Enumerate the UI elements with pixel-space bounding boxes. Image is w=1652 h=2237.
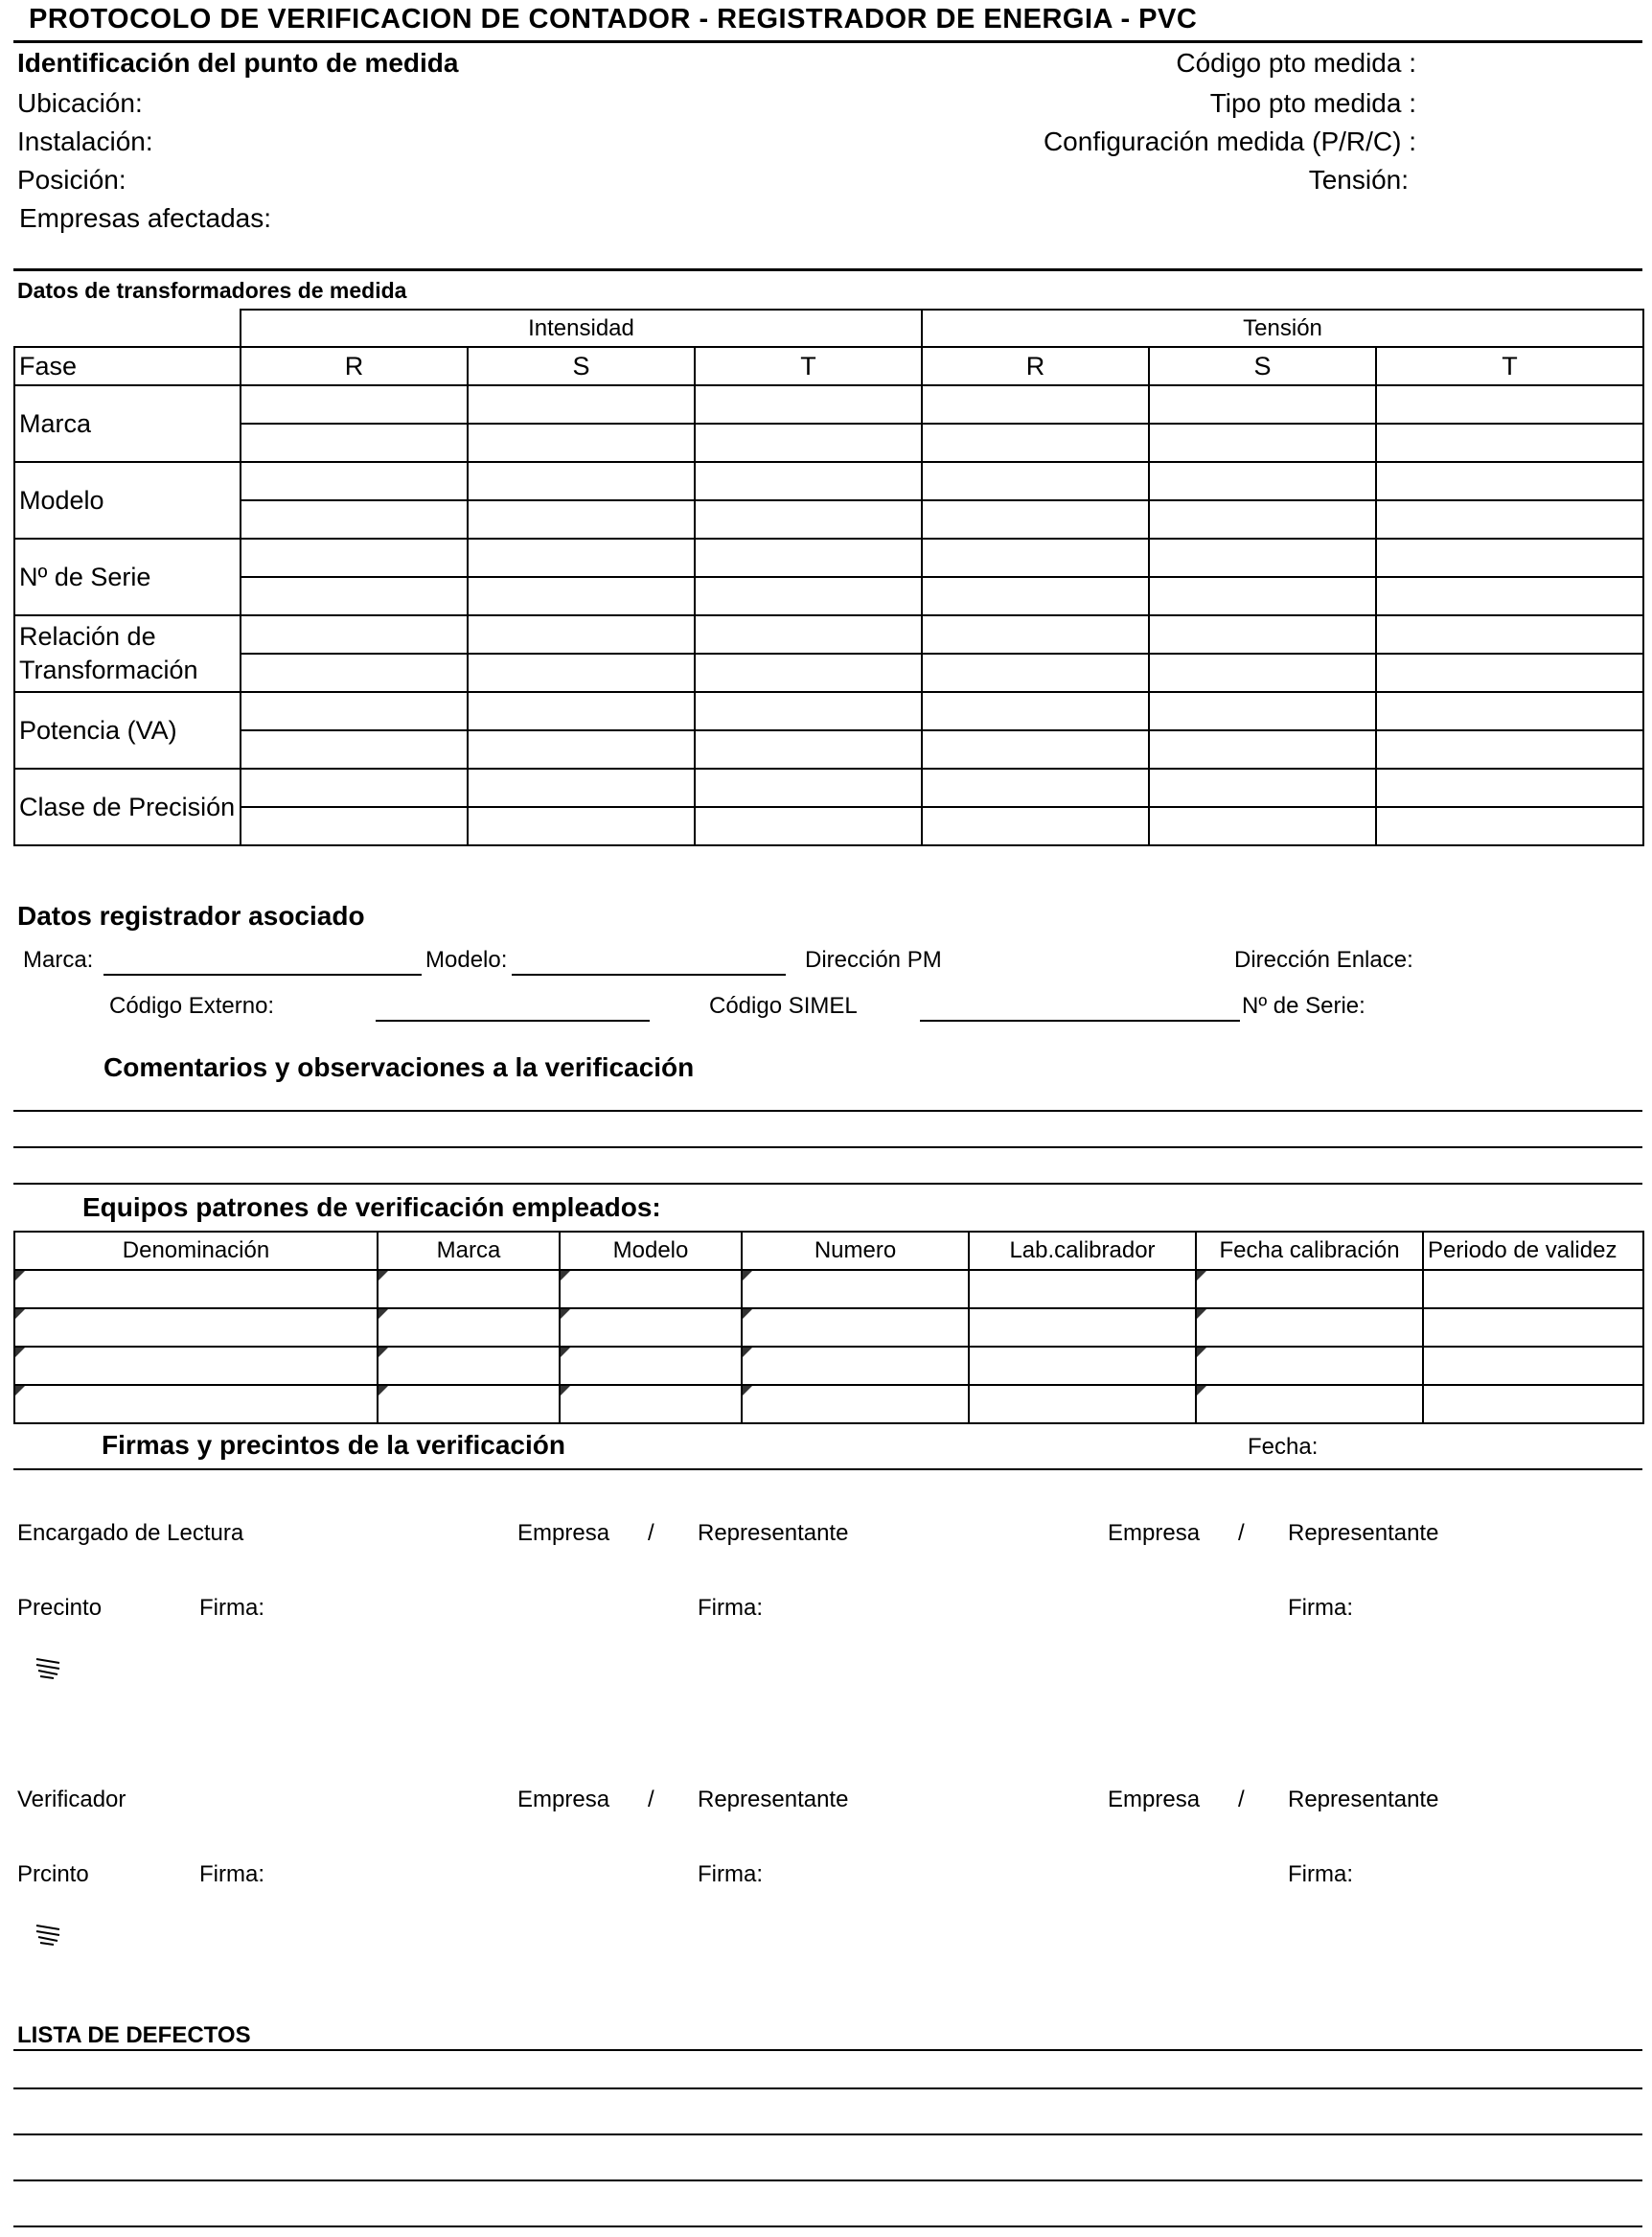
- equipo-cell[interactable]: [1423, 1308, 1643, 1347]
- transformer-row-label: Marca: [14, 385, 241, 462]
- title-rule: [13, 40, 1642, 43]
- transformer-cell[interactable]: [468, 385, 695, 424]
- equipo-cell[interactable]: [560, 1270, 742, 1308]
- firmas-rule: [13, 1468, 1642, 1470]
- transformer-cell[interactable]: [241, 539, 468, 577]
- comentarios-heading: Comentarios y observaciones a la verificación: [103, 1052, 695, 1082]
- equipo-cell[interactable]: [969, 1308, 1196, 1347]
- transformer-cell[interactable]: [1149, 654, 1376, 692]
- comment-marker-icon: [561, 1348, 570, 1357]
- slash-4: /: [1238, 1787, 1245, 1812]
- equipo-cell[interactable]: [969, 1385, 1196, 1423]
- defectos-line-3[interactable]: [13, 2133, 1642, 2135]
- reg-codigo-simel-field[interactable]: [920, 1020, 1240, 1022]
- transformer-cell[interactable]: [1376, 730, 1643, 769]
- seal-icon: [34, 1923, 61, 1946]
- firma-5-label: Firma:: [698, 1861, 763, 1887]
- defectos-line-5[interactable]: [13, 2225, 1642, 2227]
- transformer-cell[interactable]: [468, 539, 695, 577]
- comentarios-line-2[interactable]: [13, 1146, 1642, 1148]
- comment-marker-icon: [561, 1386, 570, 1395]
- phase-tension-r: R: [922, 347, 1149, 385]
- transformer-cell[interactable]: [1149, 692, 1376, 730]
- transformer-cell[interactable]: [241, 462, 468, 500]
- transformer-cell[interactable]: [468, 424, 695, 462]
- codigo-pto-medida-label: Código pto medida :: [1176, 48, 1416, 78]
- transformer-cell[interactable]: [1149, 424, 1376, 462]
- transformers-table: [13, 309, 1644, 846]
- transformer-row: [14, 692, 1643, 730]
- transformer-cell[interactable]: [922, 424, 1149, 462]
- transformer-row: [14, 730, 1643, 769]
- reg-codigo-externo-field[interactable]: [376, 1020, 650, 1022]
- transformer-cell[interactable]: [695, 615, 922, 654]
- empresas-afectadas-label: Empresas afectadas:: [19, 203, 272, 233]
- representante-4-label: Representante: [1288, 1787, 1439, 1812]
- reg-marca-label: Marca:: [23, 947, 94, 973]
- phase-tension-s: S: [1149, 347, 1376, 385]
- equipo-cell[interactable]: [14, 1270, 378, 1308]
- equipo-row: [14, 1347, 1643, 1385]
- transformer-cell[interactable]: [695, 807, 922, 845]
- firma-2-label: Firma:: [698, 1595, 763, 1621]
- comment-marker-icon: [743, 1386, 752, 1395]
- transformer-cell[interactable]: [1149, 730, 1376, 769]
- equipo-cell[interactable]: [560, 1347, 742, 1385]
- ident-heading: Identificación del punto de medida: [17, 48, 459, 78]
- transformer-cell[interactable]: [468, 692, 695, 730]
- transformer-cell[interactable]: [1149, 500, 1376, 539]
- transformer-row: [14, 654, 1643, 692]
- firmas-fecha-label: Fecha:: [1248, 1434, 1319, 1460]
- transformer-cell[interactable]: [241, 730, 468, 769]
- transformer-cell[interactable]: [1376, 807, 1643, 845]
- equipo-cell[interactable]: [1196, 1385, 1423, 1423]
- transformer-cell[interactable]: [695, 462, 922, 500]
- transformer-cell[interactable]: [922, 615, 1149, 654]
- firma-1-label: Firma:: [199, 1595, 264, 1621]
- comentarios-line-3[interactable]: [13, 1183, 1642, 1185]
- precinto-label: Precinto: [17, 1595, 103, 1621]
- slash-1: /: [648, 1520, 654, 1546]
- transformer-cell[interactable]: [922, 654, 1149, 692]
- reg-modelo-label: Modelo:: [425, 947, 508, 973]
- col-marca: Marca: [378, 1232, 560, 1270]
- transformer-row-label: Clase de Precisión: [14, 769, 241, 845]
- col-lab-calibrador: Lab.calibrador: [969, 1232, 1196, 1270]
- transformer-cell[interactable]: [241, 692, 468, 730]
- transformer-cell[interactable]: [1149, 385, 1376, 424]
- reg-codigo-externo-label: Código Externo:: [109, 993, 275, 1019]
- comment-marker-icon: [1197, 1309, 1206, 1319]
- group-intensidad: Intensidad: [241, 310, 922, 347]
- comment-marker-icon: [1197, 1386, 1206, 1395]
- tension-label: Tensión:: [1308, 165, 1409, 195]
- group-tension: Tensión: [922, 310, 1643, 347]
- transformer-cell[interactable]: [468, 807, 695, 845]
- transformer-cell[interactable]: [695, 500, 922, 539]
- comment-marker-icon: [561, 1271, 570, 1280]
- phase-tension-t: T: [1376, 347, 1643, 385]
- transformer-cell[interactable]: [241, 807, 468, 845]
- seal-icon: [34, 1656, 61, 1679]
- comment-marker-icon: [743, 1309, 752, 1319]
- transformer-cell[interactable]: [1149, 769, 1376, 807]
- comment-marker-icon: [1197, 1271, 1206, 1280]
- defectos-line-4[interactable]: [13, 2179, 1642, 2181]
- representante-3-label: Representante: [698, 1787, 849, 1812]
- transformer-cell[interactable]: [695, 692, 922, 730]
- comment-marker-icon: [743, 1348, 752, 1357]
- transformer-cell[interactable]: [922, 807, 1149, 845]
- equipo-cell[interactable]: [14, 1385, 378, 1423]
- transformer-cell[interactable]: [922, 692, 1149, 730]
- equipo-cell[interactable]: [742, 1347, 969, 1385]
- posicion-label: Posición:: [17, 165, 126, 195]
- equipo-cell[interactable]: [560, 1308, 742, 1347]
- equipo-cell[interactable]: [14, 1308, 378, 1347]
- transformer-cell[interactable]: [468, 654, 695, 692]
- equipo-cell[interactable]: [1423, 1385, 1643, 1423]
- equipo-cell[interactable]: [1196, 1308, 1423, 1347]
- transformer-row: [14, 615, 1643, 654]
- transformer-row: [14, 539, 1643, 577]
- transformer-cell[interactable]: [1149, 807, 1376, 845]
- equipos-table: [13, 1231, 1644, 1424]
- comment-marker-icon: [15, 1348, 25, 1357]
- comment-marker-icon: [379, 1386, 388, 1395]
- transformer-cell[interactable]: [1376, 539, 1643, 577]
- comment-marker-icon: [743, 1271, 752, 1280]
- transformer-cell[interactable]: [695, 577, 922, 615]
- transformer-cell[interactable]: [922, 769, 1149, 807]
- transformer-cell[interactable]: [1376, 577, 1643, 615]
- transformer-cell[interactable]: [1149, 615, 1376, 654]
- empresa-1-label: Empresa: [517, 1520, 610, 1546]
- col-denominacion: Denominación: [14, 1232, 378, 1270]
- transformer-cell[interactable]: [1149, 462, 1376, 500]
- transformer-cell[interactable]: [468, 577, 695, 615]
- transformer-cell[interactable]: [922, 577, 1149, 615]
- firma-6-label: Firma:: [1288, 1861, 1353, 1887]
- comment-marker-icon: [1197, 1348, 1206, 1357]
- transformer-row: [14, 424, 1643, 462]
- col-fecha-calibracion: Fecha calibración: [1196, 1232, 1423, 1270]
- transformer-cell[interactable]: [1376, 692, 1643, 730]
- transformer-row: [14, 807, 1643, 845]
- instalacion-label: Instalación:: [17, 127, 153, 156]
- equipo-row: [14, 1270, 1643, 1308]
- transformer-cell[interactable]: [1376, 385, 1643, 424]
- equipo-cell[interactable]: [1423, 1270, 1643, 1308]
- transformer-cell[interactable]: [1376, 424, 1643, 462]
- equipo-row: [14, 1385, 1643, 1423]
- equipo-cell[interactable]: [14, 1347, 378, 1385]
- equipo-cell[interactable]: [378, 1347, 560, 1385]
- representante-1-label: Representante: [698, 1520, 849, 1546]
- transformer-cell[interactable]: [1149, 577, 1376, 615]
- transformer-cell[interactable]: [241, 385, 468, 424]
- transformer-row-label: Nº de Serie: [14, 539, 241, 615]
- transformer-cell[interactable]: [695, 539, 922, 577]
- equipo-cell[interactable]: [378, 1270, 560, 1308]
- equipo-cell[interactable]: [969, 1270, 1196, 1308]
- ubicacion-label: Ubicación:: [17, 88, 143, 118]
- empresa-4-label: Empresa: [1108, 1787, 1201, 1812]
- transformer-row: [14, 462, 1643, 500]
- representante-2-label: Representante: [1288, 1520, 1439, 1546]
- transformer-cell[interactable]: [468, 730, 695, 769]
- ident-rule: [13, 268, 1642, 271]
- phase-intensidad-t: T: [695, 347, 922, 385]
- transformer-cell[interactable]: [468, 615, 695, 654]
- transformer-cell[interactable]: [922, 539, 1149, 577]
- configuracion-medida-label: Configuración medida (P/R/C) :: [1043, 127, 1416, 156]
- equipos-heading: Equipos patrones de verificación empleados:: [82, 1192, 661, 1222]
- empresa-2-label: Empresa: [1108, 1520, 1201, 1546]
- transformer-cell[interactable]: [241, 424, 468, 462]
- corner-blank: [14, 310, 241, 347]
- equipo-cell[interactable]: [969, 1347, 1196, 1385]
- transformer-cell[interactable]: [241, 654, 468, 692]
- encargado-label: Encargado de Lectura: [17, 1520, 244, 1546]
- transformer-cell[interactable]: [695, 769, 922, 807]
- transformer-cell[interactable]: [468, 769, 695, 807]
- comment-marker-icon: [15, 1386, 25, 1395]
- defectos-line-2[interactable]: [13, 2087, 1642, 2089]
- equipo-cell[interactable]: [378, 1385, 560, 1423]
- empresa-3-label: Empresa: [517, 1787, 610, 1812]
- comentarios-line-1[interactable]: [13, 1110, 1642, 1112]
- transformer-cell[interactable]: [922, 462, 1149, 500]
- comment-marker-icon: [15, 1309, 25, 1319]
- transformer-cell[interactable]: [1376, 769, 1643, 807]
- defectos-line-1[interactable]: [13, 2049, 1642, 2051]
- transformer-cell[interactable]: [695, 385, 922, 424]
- transformer-cell[interactable]: [468, 462, 695, 500]
- reg-direccion-enlace-label: Dirección Enlace:: [1234, 947, 1413, 973]
- slash-2: /: [1238, 1520, 1245, 1546]
- firmas-heading: Firmas y precintos de la verificación: [102, 1430, 565, 1460]
- reg-direccion-pm-label: Dirección PM: [805, 947, 942, 973]
- transformer-cell[interactable]: [695, 654, 922, 692]
- firma-3-label: Firma:: [1288, 1595, 1353, 1621]
- equipo-cell[interactable]: [742, 1270, 969, 1308]
- transformer-row-label: Potencia (VA): [14, 692, 241, 769]
- transformer-cell[interactable]: [695, 730, 922, 769]
- comment-marker-icon: [561, 1309, 570, 1319]
- equipo-cell[interactable]: [1196, 1270, 1423, 1308]
- defectos-heading: LISTA DE DEFECTOS: [17, 2022, 251, 2048]
- transformer-cell[interactable]: [922, 385, 1149, 424]
- equipo-cell[interactable]: [742, 1385, 969, 1423]
- col-modelo: Modelo: [560, 1232, 742, 1270]
- col-periodo-validez: Periodo de validez: [1423, 1232, 1643, 1270]
- col-numero: Numero: [742, 1232, 969, 1270]
- page-title: PROTOCOLO DE VERIFICACION DE CONTADOR - REGISTRADOR DE ENERGIA - PVC: [29, 4, 1198, 35]
- phase-intensidad-r: R: [241, 347, 468, 385]
- reg-codigo-simel-label: Código SIMEL: [709, 993, 858, 1019]
- transformer-cell[interactable]: [1376, 500, 1643, 539]
- reg-marca-field[interactable]: [103, 974, 422, 976]
- phase-intensidad-s: S: [468, 347, 695, 385]
- transformer-row: [14, 385, 1643, 424]
- comment-marker-icon: [15, 1271, 25, 1280]
- transformer-row-label: Modelo: [14, 462, 241, 539]
- transformer-cell[interactable]: [241, 769, 468, 807]
- transformers-heading: Datos de transformadores de medida: [17, 278, 407, 303]
- equipo-row: [14, 1308, 1643, 1347]
- transformer-row-label: Relación de Transformación: [14, 615, 241, 692]
- slash-3: /: [648, 1787, 654, 1812]
- comment-marker-icon: [379, 1348, 388, 1357]
- equipo-cell[interactable]: [742, 1308, 969, 1347]
- prcinto-label: Prcinto: [17, 1861, 89, 1887]
- equipo-cell[interactable]: [378, 1308, 560, 1347]
- tipo-pto-medida-label: Tipo pto medida :: [1209, 88, 1416, 118]
- transformer-row: [14, 769, 1643, 807]
- verificador-label: Verificador: [17, 1787, 126, 1812]
- transformer-cell[interactable]: [241, 615, 468, 654]
- comment-marker-icon: [379, 1309, 388, 1319]
- transformer-cell[interactable]: [1376, 462, 1643, 500]
- reg-n-serie-label: Nº de Serie:: [1242, 993, 1365, 1019]
- transformer-cell[interactable]: [1149, 539, 1376, 577]
- firma-4-label: Firma:: [199, 1861, 264, 1887]
- equipo-cell[interactable]: [1423, 1347, 1643, 1385]
- equipo-cell[interactable]: [1196, 1347, 1423, 1385]
- transformer-cell[interactable]: [1376, 615, 1643, 654]
- transformer-cell[interactable]: [922, 730, 1149, 769]
- transformer-row: [14, 577, 1643, 615]
- transformer-cell[interactable]: [922, 500, 1149, 539]
- registrador-heading: Datos registrador asociado: [17, 901, 365, 931]
- reg-modelo-field[interactable]: [512, 974, 786, 976]
- transformer-cell[interactable]: [468, 500, 695, 539]
- comment-marker-icon: [379, 1271, 388, 1280]
- fase-label: Fase: [14, 347, 241, 385]
- transformer-cell[interactable]: [241, 577, 468, 615]
- transformer-row: [14, 500, 1643, 539]
- transformer-cell[interactable]: [241, 500, 468, 539]
- transformer-cell[interactable]: [695, 424, 922, 462]
- equipo-cell[interactable]: [560, 1385, 742, 1423]
- transformer-cell[interactable]: [1376, 654, 1643, 692]
